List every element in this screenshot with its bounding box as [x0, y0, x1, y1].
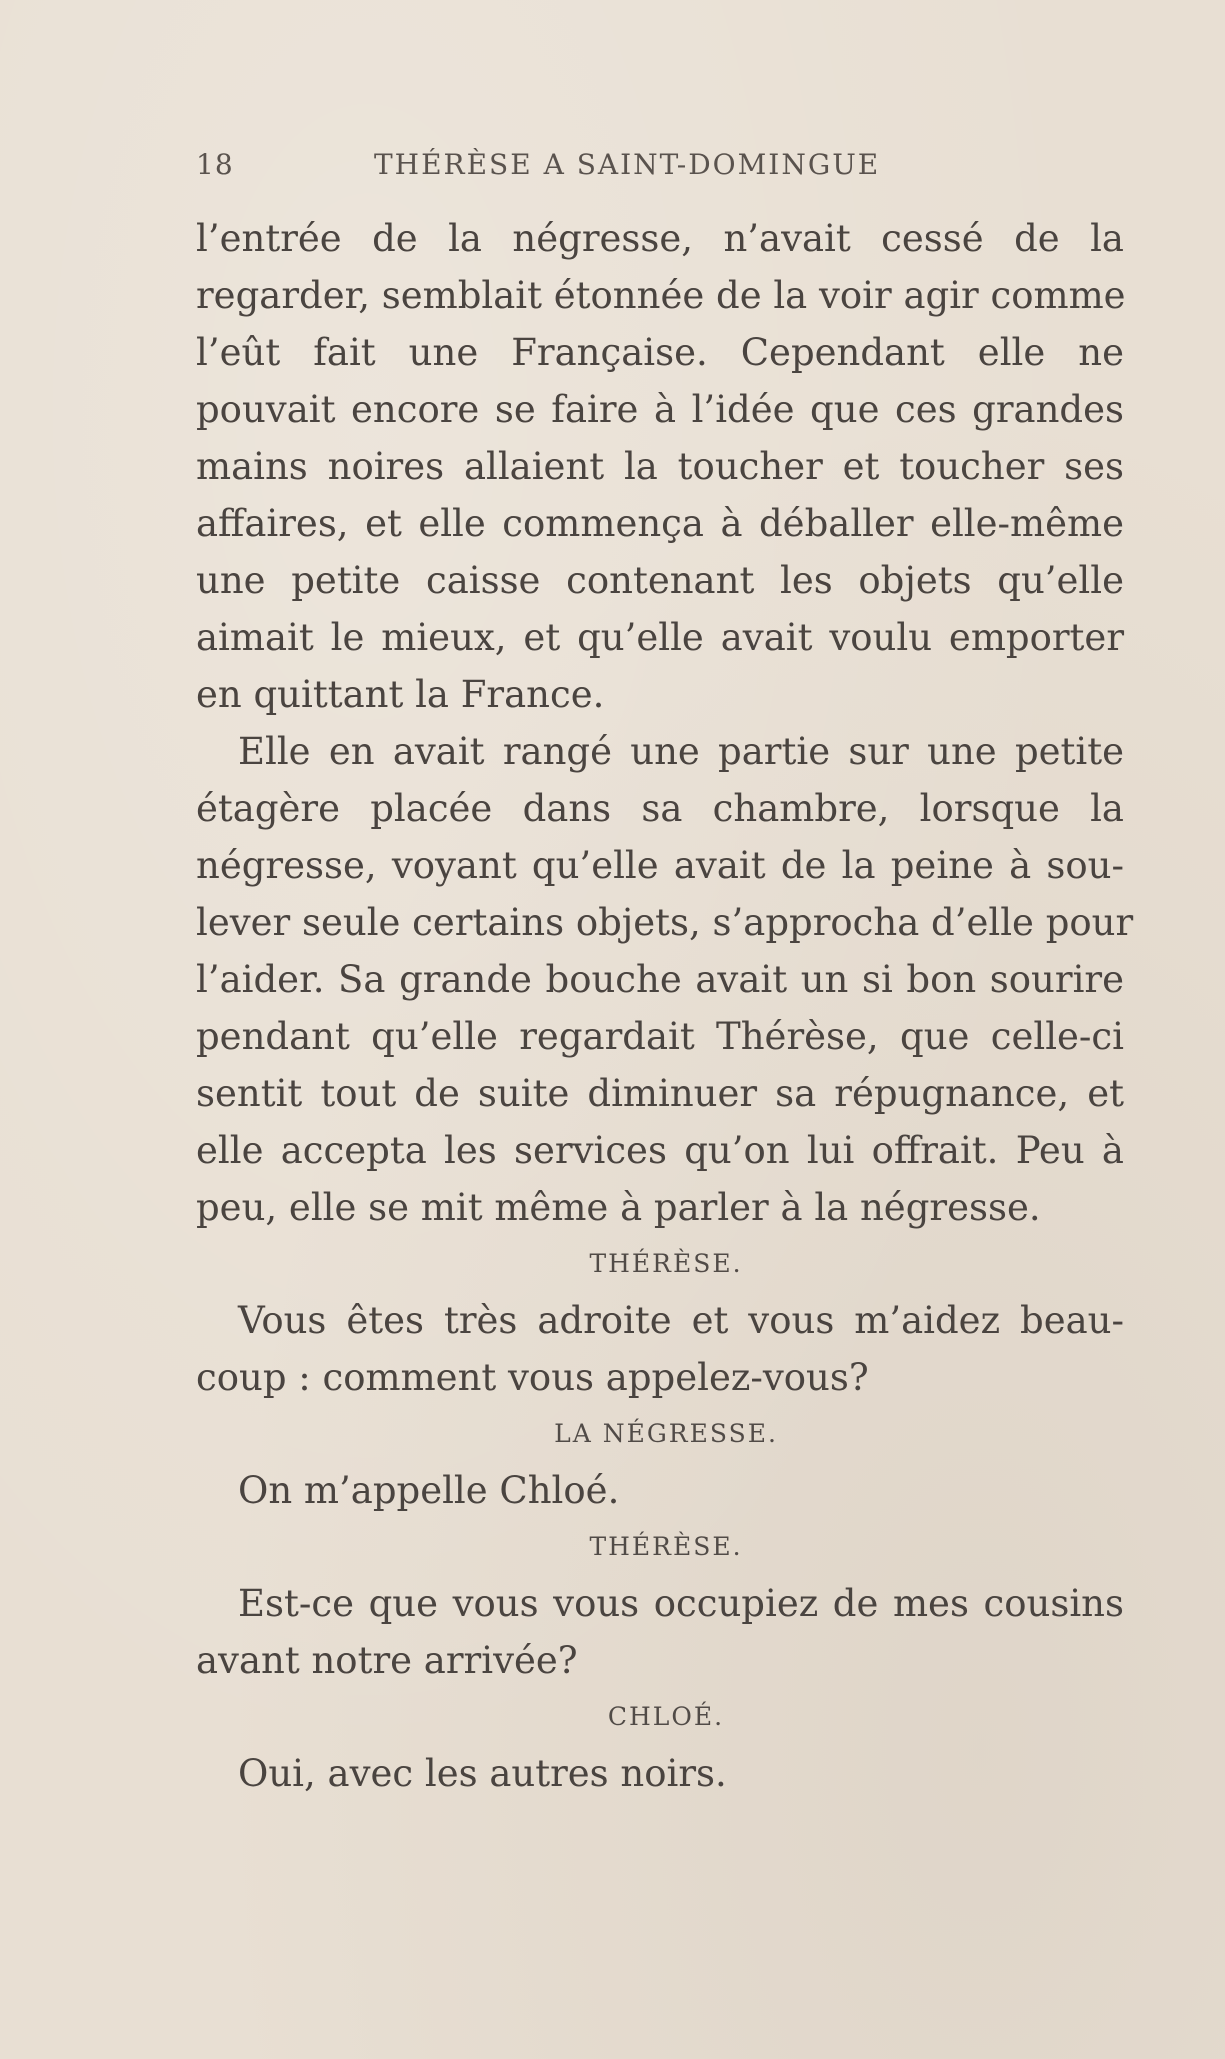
text-line: peu, elle se mit même à parler à la négresse. [196, 1186, 1041, 1229]
running-title: THÉRÈSE A SAINT-DOMINGUE [374, 148, 881, 181]
text-line: coup : comment vous appelez-vous? [196, 1356, 869, 1399]
speaker-label: THÉRÈSE. [589, 1532, 743, 1561]
text-line: une petite caisse contenant les objets qu’elle [196, 559, 1124, 602]
text-line: elle accepta les services qu’on lui offrait. Peu à [196, 1129, 1124, 1172]
text-line: lever seule certains objets, s’approcha d’elle pour [196, 901, 1134, 944]
dialogue-1 [196, 1236, 1126, 1406]
paragraph-2 [196, 723, 1134, 1236]
dialogue-3 [196, 1519, 1126, 1689]
text-line: pendant qu’elle regardait Thérèse, que celle-ci [196, 1015, 1124, 1058]
speaker-label: CHLOÉ. [607, 1702, 725, 1731]
text-line: étagère placée dans sa chambre, lorsque la [196, 787, 1124, 830]
paragraph-1 [196, 210, 1126, 723]
dialogue-2 [196, 1406, 1126, 1519]
text-line: On m’appelle Chloé. [238, 1469, 620, 1512]
text-line: pouvait encore se faire à l’idée que ces grandes [196, 388, 1124, 431]
page-header [196, 148, 926, 188]
text-line: affaires, et elle commença à déballer elle-même [196, 502, 1124, 545]
text-line: regarder, semblait étonnée de la voir agir comme [196, 274, 1126, 317]
text-line: mains noires allaient la toucher et toucher ses [196, 445, 1124, 488]
text-line: avant notre arrivée? [196, 1639, 578, 1682]
text-line: l’entrée de la négresse, n’avait cessé de la [196, 217, 1124, 260]
text-line: l’aider. Sa grande bouche avait un si bon sourire [196, 958, 1124, 1001]
text-line: négresse, voyant qu’elle avait de la peine à sou- [196, 844, 1124, 887]
text-line: Vous êtes très adroite et vous m’aidez beau- [238, 1299, 1124, 1342]
text-line: en quittant la France. [196, 673, 605, 716]
text-line: Elle en avait rangé une partie sur une petite [238, 730, 1124, 773]
speaker-label: THÉRÈSE. [589, 1249, 743, 1278]
dialogue-4 [196, 1689, 1126, 1802]
text-line: sentit tout de suite diminuer sa répugnance, et [196, 1072, 1124, 1115]
speaker-label: LA NÉGRESSE. [554, 1419, 778, 1448]
text-line: l’eût fait une Française. Cependant elle ne [196, 331, 1124, 374]
text-line: Est-ce que vous vous occupiez de mes cousins [238, 1582, 1124, 1625]
body-text [196, 210, 1134, 1802]
text-line: aimait le mieux, et qu’elle avait voulu emporter [196, 616, 1124, 659]
page-number: 18 [196, 148, 234, 181]
text-line: Oui, avec les autres noirs. [238, 1752, 727, 1795]
